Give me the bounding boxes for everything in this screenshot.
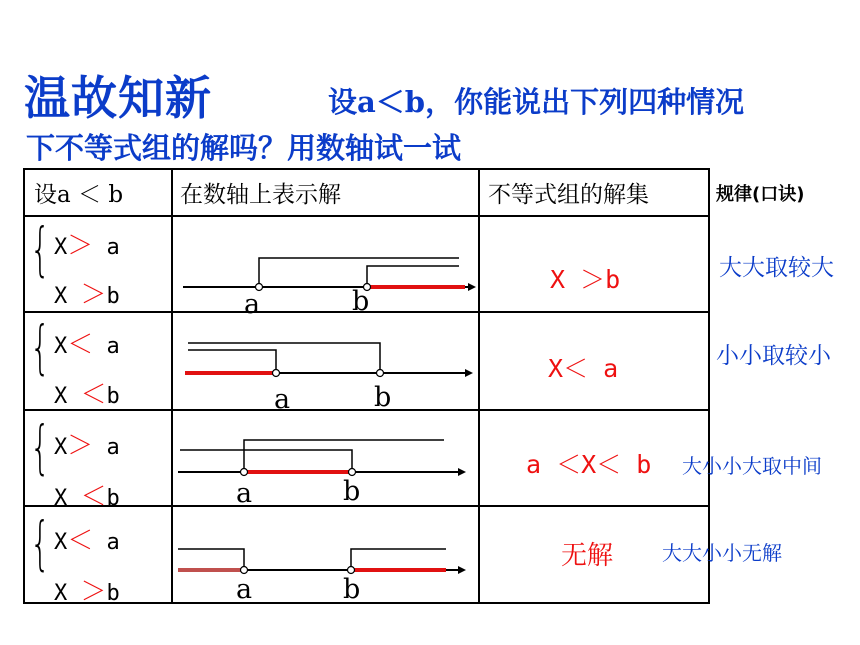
row1-solution: X ＞b bbox=[550, 265, 621, 294]
row3-point-b-label: b bbox=[343, 476, 361, 507]
brace-row1: { bbox=[30, 215, 51, 283]
brace-row2: { bbox=[30, 313, 51, 381]
number-line-row3 bbox=[178, 440, 466, 476]
header-condition: 设a ＜ b bbox=[34, 182, 124, 208]
number-line-row2 bbox=[185, 343, 473, 377]
number-line-row1 bbox=[183, 258, 476, 291]
row4-condition-2: X ＞b bbox=[54, 577, 120, 607]
row4-solution: 无解 bbox=[561, 541, 614, 571]
prompt-line-2: 下不等式组的解吗？用数轴试一试 bbox=[26, 131, 462, 165]
row1-rule: 大大取较大 bbox=[719, 255, 834, 281]
row1-condition-1: X＞ a bbox=[54, 231, 120, 261]
row2-condition-1: X＜ a bbox=[54, 330, 120, 360]
header-solution-set: 不等式组的解集 bbox=[488, 182, 649, 208]
row3-rule: 大小小大取中间 bbox=[682, 454, 822, 478]
row4-point-a-label: a bbox=[236, 574, 253, 605]
header-number-line: 在数轴上表示解 bbox=[180, 182, 341, 208]
row2-rule: 小小取较小 bbox=[716, 343, 831, 369]
row3-condition-1: X＞ a bbox=[54, 431, 120, 461]
row2-point-a-label: a bbox=[274, 384, 291, 415]
row4-condition-1: X＜ a bbox=[54, 526, 120, 556]
row4-point-b-label: b bbox=[343, 574, 361, 605]
brace-row3: { bbox=[30, 413, 51, 481]
row1-point-a-label: a bbox=[244, 289, 261, 320]
row3-condition-2: X ＜b bbox=[54, 482, 120, 512]
row2-point-b-label: b bbox=[374, 382, 392, 413]
brace-row4: { bbox=[30, 509, 51, 577]
page-title: 温故知新 bbox=[24, 71, 212, 125]
row1-condition-2: X ＞b bbox=[54, 280, 120, 310]
row1-point-b-label: b bbox=[352, 286, 370, 317]
number-line-row4 bbox=[178, 549, 466, 574]
row2-condition-2: X ＜b bbox=[54, 380, 120, 410]
row2-solution: X＜ a bbox=[548, 354, 619, 383]
row3-solution: a ＜X＜ b bbox=[526, 450, 652, 479]
header-rule: 规律(口诀) bbox=[716, 184, 805, 205]
row3-point-a-label: a bbox=[236, 478, 253, 509]
prompt-line-1: 设a＜b，你能说出下列四种情况 bbox=[328, 85, 745, 119]
row4-rule: 大大小小无解 bbox=[662, 541, 782, 565]
